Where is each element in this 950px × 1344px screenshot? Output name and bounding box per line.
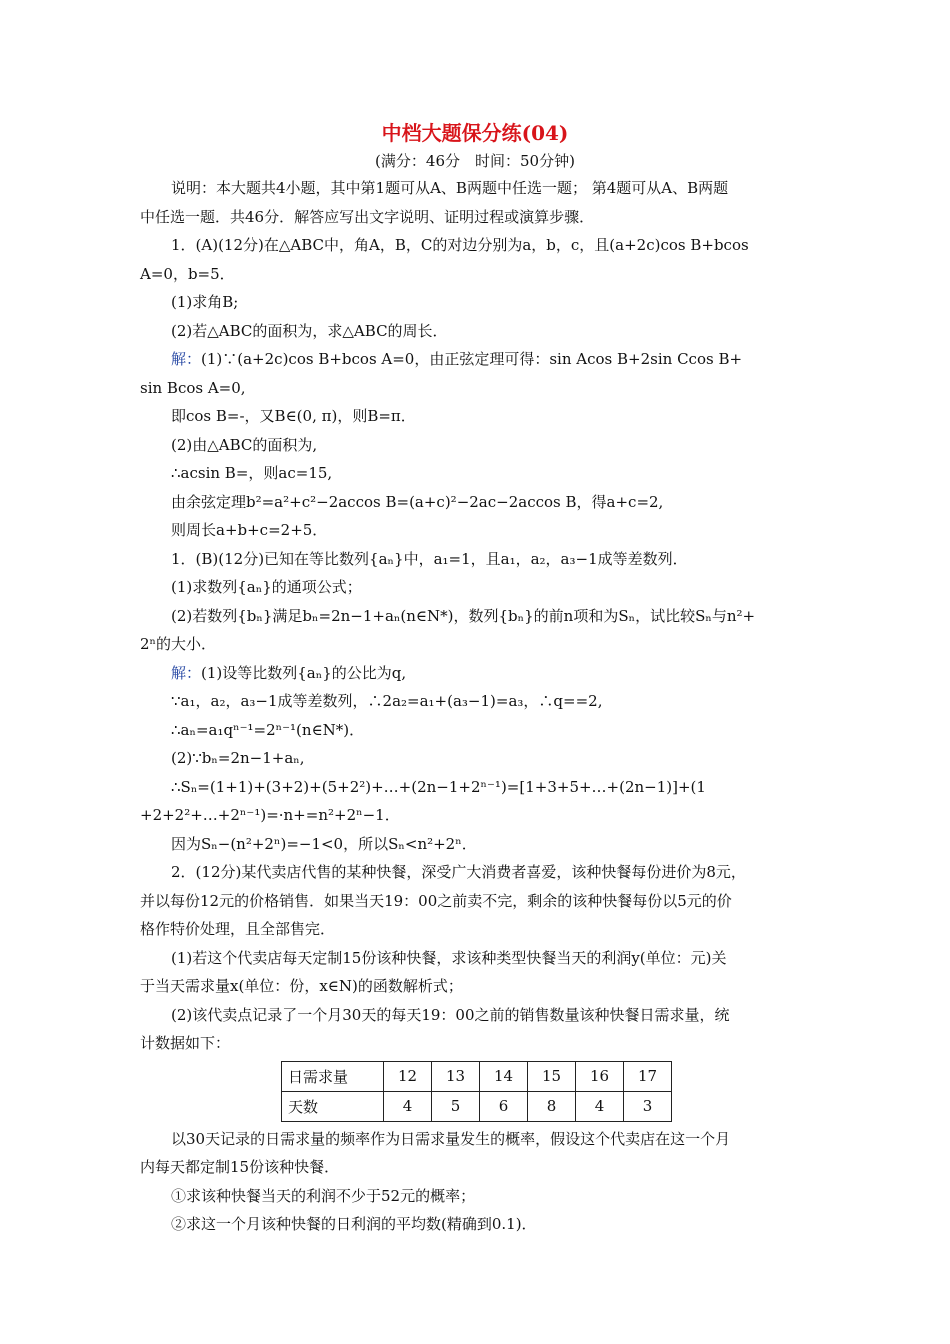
solution-line	[140, 659, 810, 688]
table-cell: 3	[624, 1091, 672, 1121]
table-cell: 4	[384, 1091, 432, 1121]
question-part: 于当天需求量x(单位：份，x∈N)的函数解析式；	[140, 977, 463, 995]
table-cell: 16	[576, 1061, 624, 1091]
table-cell: 8	[528, 1091, 576, 1121]
table-cell: 13	[432, 1061, 480, 1091]
exam-info: (满分：46分 时间：50分钟)	[375, 152, 575, 170]
solution-line: 即cos B=-，又B∈(0, π)，则B=π．	[171, 407, 416, 425]
solution-line: (2)由△ABC的面积为,	[171, 435, 318, 454]
table-cell: 6	[480, 1091, 528, 1121]
table-row	[282, 1061, 672, 1091]
table-row	[282, 1091, 672, 1121]
solution-line: ∴Sₙ=(1+1)+(3+2)+(5+2²)+…+(2n−1+2ⁿ⁻¹)=[1+3+5+…+(2n−1)]+(1	[171, 777, 706, 796]
question-text: 以30天记录的日需求量的频率作为日需求量发生的概率，假设这个代卖店在这一个月	[171, 1129, 731, 1148]
intro-line: 中任选一题．共46分．解答应写出文字说明、证明过程或演算步骤．	[140, 207, 595, 226]
question-stem: 格作特价处理，且全部售完．	[140, 920, 336, 938]
question-stem: 并以每份12元的价格销售．如果当天19：00之前卖不完，剩余的该种快餐每份以5元的价	[140, 891, 732, 910]
solution-line: 因为Sₙ−(n²+2ⁿ)=−1<0，所以Sₙ<n²+2ⁿ．	[171, 834, 477, 853]
table-cell: 14	[480, 1061, 528, 1091]
solution-line: (2)∵bₙ=2n−1+aₙ,	[171, 749, 305, 767]
document-page	[140, 118, 810, 1239]
solution-text: (1)∵(a+2c)cos B+bcos A=0，由正弦定理可得：sin Acos B+2sin Ccos B+	[201, 350, 743, 368]
question-subpart: ②求这一个月该种快餐的日利润的平均数(精确到0.1)．	[171, 1215, 537, 1233]
table-cell: 17	[624, 1061, 672, 1091]
solution-line: 则周长a+b+c=2+5．	[171, 521, 328, 539]
intro-line: 说明：本大题共4小题，其中第1题可从A、B两题中任选一题； 第4题可从A、B两题	[171, 179, 729, 197]
solution-label: 解：	[171, 663, 202, 682]
table-cell: 12	[384, 1061, 432, 1091]
question-text: 内每天都定制15份该种快餐．	[140, 1158, 340, 1176]
question-part: 2ⁿ的大小．	[140, 635, 217, 653]
solution-line: +2+2²+…+2ⁿ⁻¹)=·n+=n²+2ⁿ−1．	[140, 806, 400, 824]
question-part: (2)若数列{bₙ}满足bₙ=2n−1+aₙ(n∈N*)，数列{bₙ}的前n项和为Sₙ，试比较Sₙ与n²+	[171, 606, 756, 625]
table-cell: 5	[432, 1091, 480, 1121]
question-part: (1)求角B;	[171, 293, 239, 311]
table-row-label: 日需求量	[282, 1061, 384, 1091]
table-row-label: 天数	[282, 1091, 384, 1121]
question-part: (2)该代卖点记录了一个月30天的每天19：00之前的销售数量该种快餐日需求量，统	[171, 1005, 730, 1024]
question-part: (1)若这个代卖店每天定制15份该种快餐，求该种类型快餐当天的利润y(单位：元)关	[171, 948, 727, 967]
question-part: 计数据如下：	[140, 1034, 231, 1052]
table-cell: 4	[576, 1091, 624, 1121]
question-part: (2)若△ABC的面积为，求△ABC的周长．	[171, 321, 448, 340]
question-stem: A=0，b=5．	[140, 264, 235, 283]
table-cell: 15	[528, 1061, 576, 1091]
demand-table	[281, 1061, 672, 1122]
question-subpart: ①求该种快餐当天的利润不少于52元的概率；	[171, 1186, 476, 1205]
question-stem: 1．(A)(12分)在△ABC中，角A，B，C的对边分别为a，b，c，且(a+2c)cos B+bcos	[171, 236, 749, 254]
solution-line: sin Bcos A=0,	[140, 378, 246, 397]
solution-text: (1)设等比数列{aₙ}的公比为q,	[201, 663, 407, 682]
question-part: (1)求数列{aₙ}的通项公式；	[171, 578, 362, 596]
solution-line: ∴aₙ=a₁qⁿ⁻¹=2ⁿ⁻¹(n∈N*)．	[171, 720, 365, 739]
solution-line: ∴acsin B=，则ac=15,	[171, 464, 333, 482]
solution-line: ∵a₁，a₂，a₃−1成等差数列，∴2a₂=a₁+(a₃−1)=a₃，∴q==2,	[171, 692, 603, 710]
solution-line	[140, 345, 810, 374]
question-stem: 2．(12分)某代卖店代售的某种快餐，深受广大消费者喜爱，该种快餐每份进价为8元，	[171, 863, 746, 881]
solution-label: 解：	[171, 350, 202, 368]
solution-line: 由余弦定理b²=a²+c²−2accos B=(a+c)²−2ac−2accos B，得a+c=2,	[171, 492, 664, 511]
page-title: 中档大题保分练(04)	[381, 121, 569, 145]
question-stem: 1．(B)(12分)已知在等比数列{aₙ}中，a₁=1，且a₁，a₂，a₃−1成等差数列．	[171, 549, 688, 568]
